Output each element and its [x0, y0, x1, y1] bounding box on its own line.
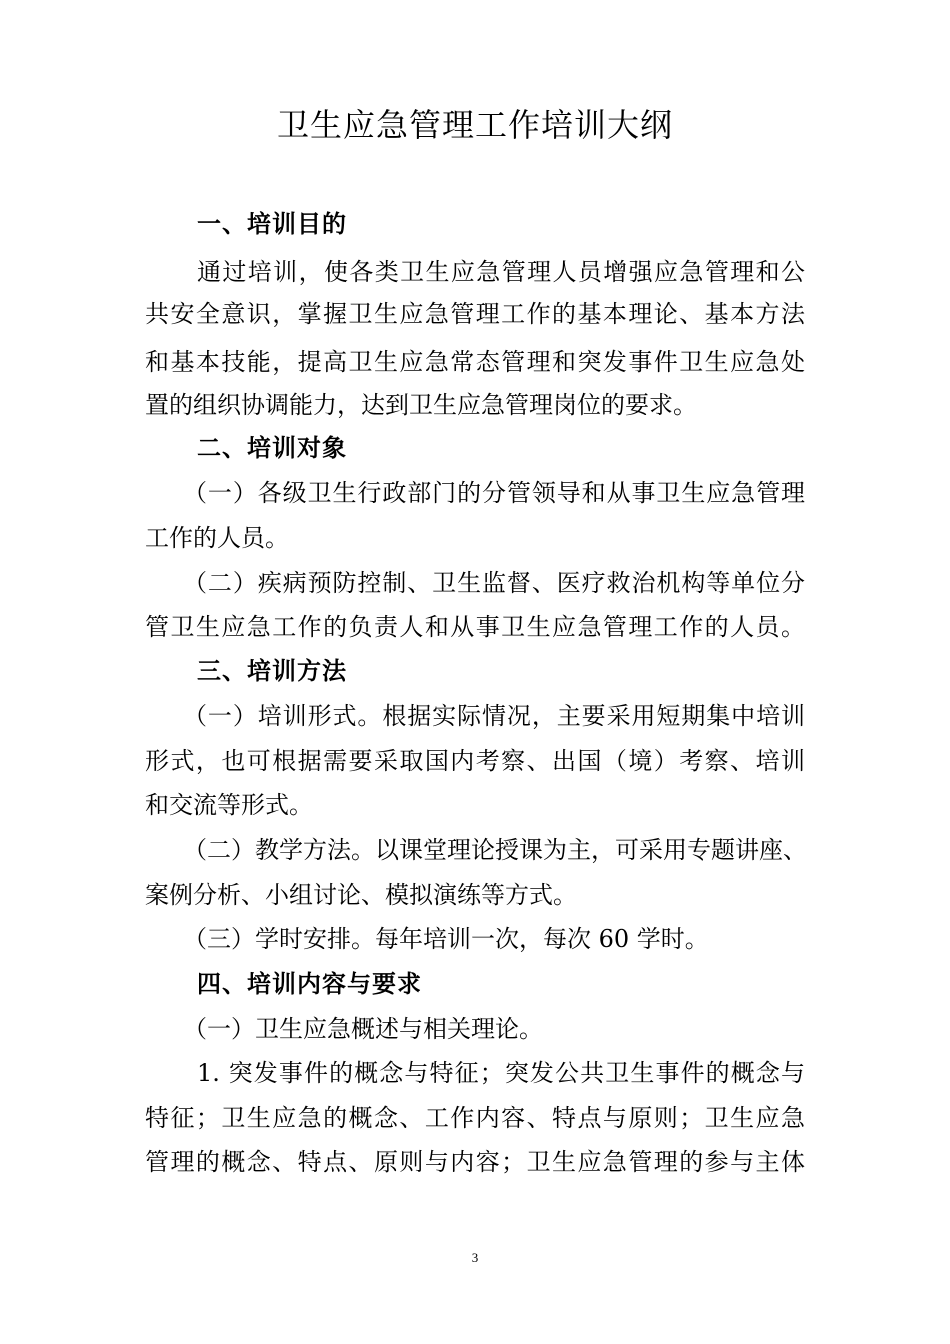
paragraph-line: （二）教学方法。以课堂理论授课为主，可采用专题讲座、 [183, 836, 807, 864]
paragraph-line: 和基本技能，提高卫生应急常态管理和突发事件卫生应急处 [145, 348, 805, 376]
paragraph-line: 管理的概念、特点、原则与内容；卫生应急管理的参与主体 [145, 1148, 805, 1176]
paragraph-line: （一）培训形式。根据实际情况，主要采用短期集中培训 [183, 702, 805, 730]
paragraph-line: 1. 突发事件的概念与特征；突发公共卫生事件的概念与 [197, 1059, 805, 1087]
subsection-heading: （一）卫生应急概述与相关理论。 [183, 1015, 543, 1043]
document-title: 卫生应急管理工作培训大纲 [276, 106, 673, 144]
paragraph-line: 案例分析、小组讨论、模拟演练等方式。 [145, 881, 577, 909]
paragraph-line: 通过培训，使各类卫生应急管理人员增强应急管理和公 [197, 258, 805, 286]
paragraph-line: （一）各级卫生行政部门的分管领导和从事卫生应急管理 [183, 479, 805, 507]
section-heading-audience: 二、培训对象 [197, 434, 347, 462]
paragraph-line: 共安全意识，掌握卫生应急管理工作的基本理论、基本方法 [145, 300, 805, 328]
paragraph-line: （二）疾病预防控制、卫生监督、医疗救治机构等单位分 [183, 569, 805, 597]
paragraph-line: 特征；卫生应急的概念、工作内容、特点与原则；卫生应急 [145, 1104, 805, 1132]
paragraph-line: 和交流等形式。 [145, 791, 313, 819]
paragraph-line: 工作的人员。 [145, 524, 289, 552]
paragraph-line: 管卫生应急工作的负责人和从事卫生应急管理工作的人员。 [145, 613, 805, 641]
section-heading-purpose: 一、培训目的 [197, 210, 347, 238]
paragraph-line: 置的组织协调能力，达到卫生应急管理岗位的要求。 [145, 391, 697, 419]
paragraph-line: （三）学时安排。每年培训一次，每次 60 学时。 [183, 925, 709, 953]
section-heading-methods: 三、培训方法 [197, 657, 347, 685]
page-number: 3 [471, 1250, 479, 1265]
paragraph-line: 形式，也可根据需要采取国内考察、出国（境）考察、培训 [145, 747, 805, 775]
section-heading-content: 四、培训内容与要求 [197, 970, 422, 998]
